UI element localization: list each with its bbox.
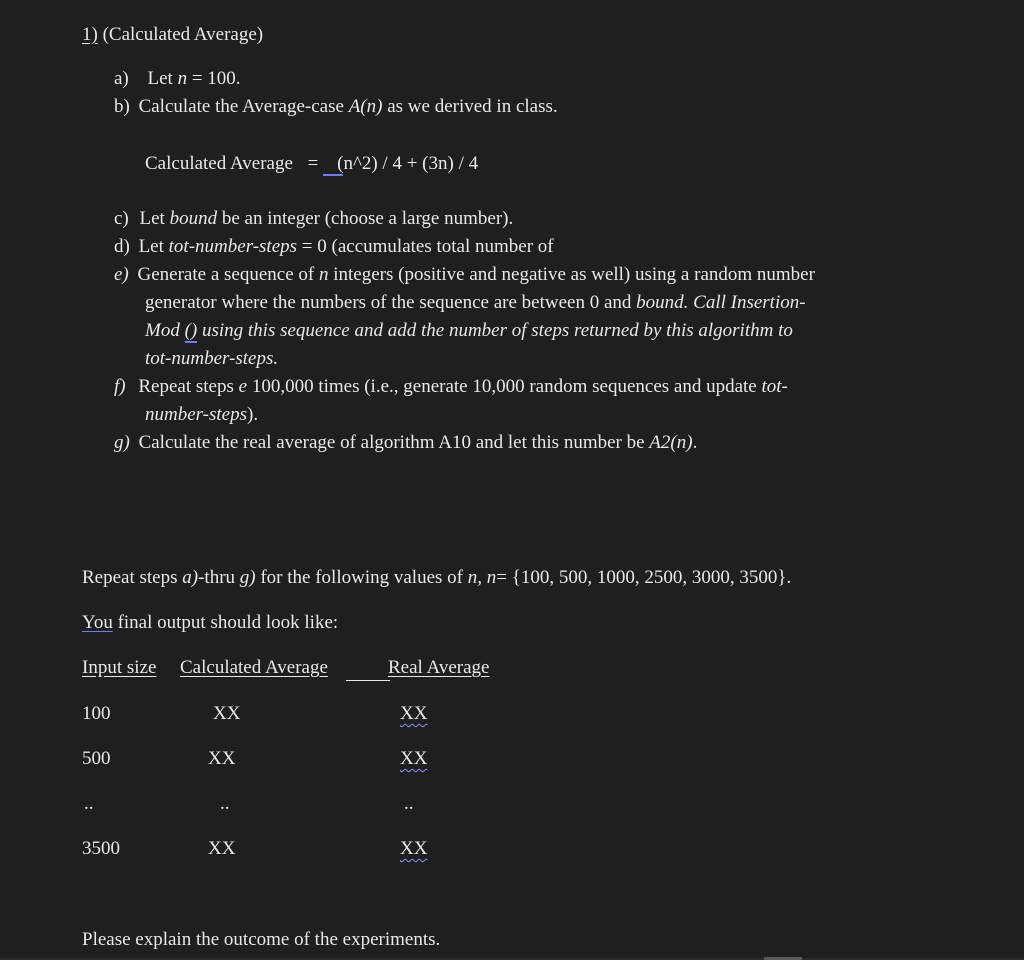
step-f-line1-var2: tot- [761,376,788,397]
step-e-line1-var: n [318,264,329,285]
step-e-line3-post: using this sequence and add the number of steps returned by this algorithm to [197,320,793,341]
step-g [114,430,697,456]
calc-formula-open: ( [323,153,343,176]
section-number: 1) [82,24,98,45]
step-f-line1 [114,374,788,400]
step-b-text-post: as we derived in class. [382,96,558,117]
step-a [114,66,241,92]
step-c-text-post: be an integer (choose a large number). [217,208,514,229]
calc-label: Calculated Average [145,153,293,174]
table-row-4-real: XX [400,838,428,859]
step-b-label: b) [114,96,130,117]
step-d [114,234,554,260]
step-c-text-pre: Let [139,208,170,229]
table-row-2-real: XX [400,748,428,769]
final-output-rest: final output should look like: [112,612,339,633]
step-e-label: e) [114,264,129,285]
table-row-4-calc: XX [208,838,236,859]
step-a-label: a) [114,68,129,89]
step-f-label: f) [114,376,126,397]
step-g-text-pre: Calculate the real average of algorithm A10 and let this number be [138,432,650,453]
step-e-line2-post: Call Insertion- [688,292,806,313]
step-e-line3 [145,318,793,344]
step-e-line1-post: integers (positive and negative as well) using a random number [328,264,815,285]
final-output-first-word: You [82,612,113,633]
explain-instruction: Please explain the outcome of the experiments. [82,929,441,950]
step-g-label: g) [114,432,130,453]
step-b-text-pre: Calculate the Average-case [138,96,349,117]
step-f-line2 [145,402,258,428]
table-row-3-real: .. [404,793,414,814]
step-e-line3-paren: () [184,320,198,341]
table-header-calculated-average: Calculated Average [180,657,328,678]
step-f-line2-var: number-steps [145,404,247,425]
table-row-2-input: 500 [82,748,111,769]
final-output-line [82,610,338,636]
calc-eq: = [307,153,319,174]
step-c-var: bound [169,208,218,229]
step-e-line4 [145,346,278,372]
repeat-var1: a) [182,567,199,588]
step-e-line1 [114,262,815,288]
table-row-1-input: 100 [82,703,111,724]
repeat-post: = {100, 500, 1000, 2500, 3000, 3500}. [496,567,792,588]
table-row-2-calc: XX [208,748,236,769]
step-d-text-post: = 0 (accumulates total number of [297,236,554,257]
step-f-line1-pre: Repeat steps [138,376,239,397]
step-f-line1-mid: 100,000 times (i.e., generate 10,000 random sequences and update [247,376,762,397]
repeat-instruction [82,565,791,591]
table-header-underline-gap [346,680,390,681]
step-e-line2-var: bound. [636,292,689,313]
step-e-line2-pre: generator where the numbers of the sequence are between 0 and [145,292,637,313]
repeat-mid1: -thru [198,567,240,588]
calculated-average-line [145,151,478,177]
step-e-line1-pre: Generate a sequence of [137,264,319,285]
step-e-line3-pre: Mod [145,320,185,341]
repeat-var3: n, n [467,567,497,588]
table-row-4-input: 3500 [82,838,120,859]
section-heading [82,22,263,48]
step-c-label: c) [114,208,129,229]
repeat-mid2: for the following values of [255,567,468,588]
step-f-line1-var: e [238,376,248,397]
step-b-var: A(n) [348,96,383,117]
table-header-real-average: Real Average [388,657,490,678]
repeat-var2: g) [239,567,256,588]
step-g-var: A2(n) [649,432,693,453]
table-header-input-size: Input size [82,657,157,678]
step-c [114,206,513,232]
step-d-label: d) [114,236,130,257]
step-g-text-post: . [692,432,698,453]
table-row-1-calc: XX [213,703,241,724]
table-row-1-real: XX [400,703,428,724]
step-a-text-pre: Let [147,68,178,89]
step-a-var: n [177,68,188,89]
calc-formula-rest: n^2) / 4 + (3n) / 4 [343,153,479,174]
step-a-text-post: = 100. [187,68,241,89]
step-d-text-pre: Let [138,236,169,257]
step-b [114,94,558,120]
table-row-3-calc: .. [220,793,230,814]
table-row-3-input: .. [84,793,94,814]
step-f-line2-post: ). [247,404,259,425]
repeat-pre: Repeat steps [82,567,183,588]
step-e-line2 [145,290,806,316]
section-title: (Calculated Average) [102,24,264,45]
step-e-line4-text: tot-number-steps. [145,348,279,369]
step-d-var: tot-number-steps [168,236,298,257]
